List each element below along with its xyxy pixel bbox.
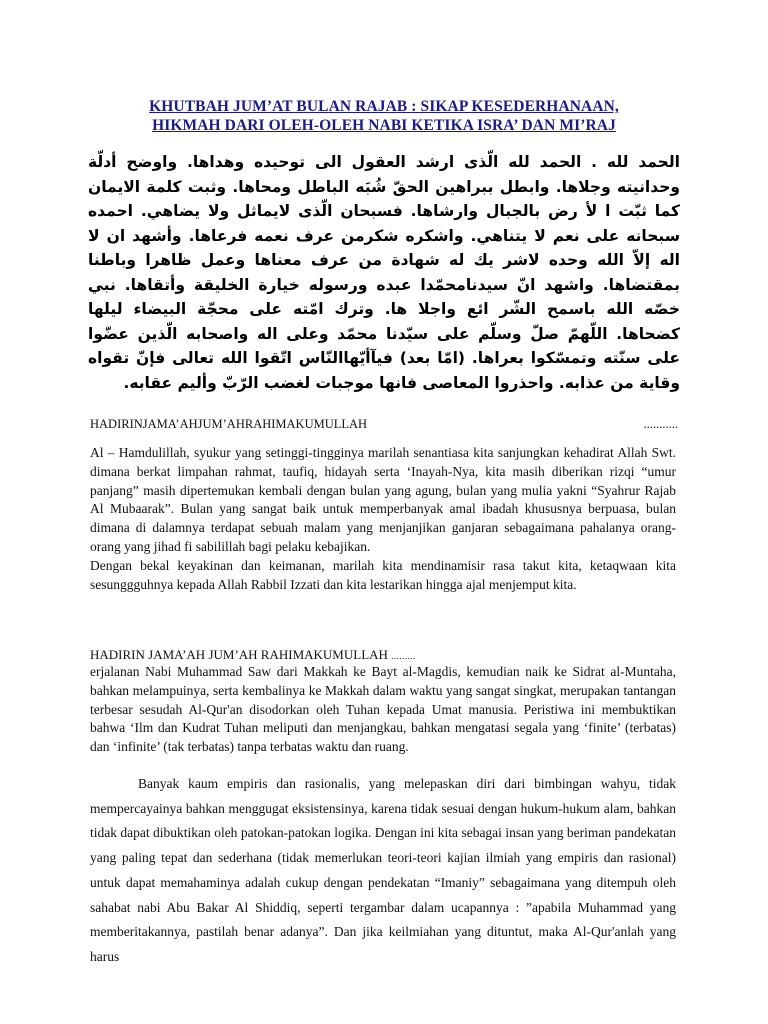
paragraph-hamdalah-line-2: Dengan bekal keyakinan dan keimanan, marilah kita mendinamisir rasa takut kita, ketaqwaan kita sesunggguhnya kepada Allah Rabbil Izzati dan kita lestarikan hingga ajal menjemput kita. bbox=[90, 557, 676, 592]
section-heading-2-text: HADIRIN JAMA’AH JUM’AH RAHIMAKUMULLAH bbox=[90, 647, 388, 662]
section-heading-1-text: HADIRINJAMA’AHJUM’AHRAHIMAKUMULLAH bbox=[90, 417, 368, 431]
paragraph-empiris bbox=[90, 772, 676, 970]
section-heading-2-dots: ......... bbox=[391, 651, 416, 661]
section-heading-1-dots: ........... bbox=[643, 417, 678, 431]
arabic-opening-prayer: الحمد لله . الحمد لله الّذى ارشد العقول الى توحيده وهداها. واوضح أدلّة وحدانيته وجلاها. وابطل ببراهين الحقّ شُبَه الباطل ومحاها. وثبت كلمة الايمان كما ثبّت ا لأ رض بالجبال وارشاها. فسبحان الّذى لايماثل ولا يضاهي. احمده سبحانه على نعم لا يتناهي. واشكره شكرمن عرف نعمه فرعاها. وأشهد ان لا اله إلاّ الله وحده لاشر يك له شهادة من عرف معناها وعمل ظاهرا وباطنا بمقتضاها. واشهد انّ سيدنامحمّدا عبده ورسوله خيارة الخليقة وأتقاها. نبي خصّه الله باسمح الشّر ائع واجلا ها. وترك امّته على محجّة البيضاء ليلها كضحاها. اللّهمّ صلّ وسلّم على سيّدنا محمّد وعلى اله واصحابه الّذين عضّوا على سنّته وتمسّكوا بعراها. (امّا بعد) فيآأيّهاالنّاس اتّقوا الله تعالى فإنّ تقواه وقاية من عذابه. واحذروا المعاصى فانها موجبات لغضب الرّبّ وأليم عقابه. bbox=[88, 153, 680, 392]
paragraph-hamdalah bbox=[90, 444, 676, 594]
document-title bbox=[90, 97, 678, 135]
section-heading-2 bbox=[90, 647, 678, 664]
title-line-2: HIKMAH DARI OLEH-OLEH NABI KETIKA ISRA’ DAN MI’RAJ bbox=[152, 117, 616, 134]
paragraph-isra-miraj bbox=[90, 663, 676, 757]
paragraph-hamdalah-line-1: Al – Hamdulillah, syukur yang setinggi-tingginya marilah senantiasa kita sanjungkan kehadirat Allah Swt. dimana berkat limpahan rahmat, taufiq, hidayah serta ‘Inayah-Nya, kita masih diberikan rizqi “umur panjang” masih dipertemukan kembali dengan bulan yang agung, bulan yang mulia yakni “Syahrur Rajab Al Mubaarak”. Bulan yang sangat baik untuk memperbanyak amal ibadah khususnya berpuasa, bulan dimana di dalamnya terdapat sebuah malam yang menjanjikan ganjaran sebagaimana pahalanya orang-orang yang jihad fi sabilillah bagi pelaku kebajikan. bbox=[90, 445, 676, 554]
paragraph-empiris-text: Banyak kaum empiris dan rasionalis, yang melepaskan diri dari bimbingan wahyu, tidak mempercayainya bahkan menggugat eksistensinya, karena tidak sesuai dengan hukum-hukum alam, bahkan tidak dapat dibuktikan oleh patokan-patokan logika. Dengan ini kita sebagai insan yang beriman pandekatan yang paling tepat dan sederhana (tidak memerlukan teori-teori kajian ilmiah yang empiris dan rasional) untuk dapat memahaminya adalah cukup dengan pendekatan “Imaniy” sebagaimana yang ditempuh oleh sahabat nabi Abu Bakar Al Shiddiq, seperti tergambar dalam ucapannya : ”apabila Muhammad yang memberitakannya, pastilah benar adanya”. Dan jika keilmiahan yang dituntut, maka Al-Qur'anlah yang harus bbox=[90, 776, 676, 964]
title-line-1: KHUTBAH JUM’AT BULAN RAJAB : SIKAP KESEDERHANAAN, bbox=[149, 98, 619, 115]
paragraph-isra-miraj-text: erjalanan Nabi Muhammad Saw dari Makkah ke Bayt al-Magdis, kemudian naik ke Sidrat al-Muntaha, bahkan melampuinya, serta kembalinya ke Makkah dalam waktu yang sangat singkat, merupakan tantangan terbesar sesudah Al-Qur'an disodorkan oleh Tuhan kepada Umat manusia. Peristiwa ini membuktikan bahwa ‘Ilm dan Kudrat Tuhan meliputi dan menjangkau, bahkan mengatasi segala yang ‘finite’ (terbatas) dan ‘infinite’ (tak terbatas) tanpa terbatas waktu dan ruang. bbox=[90, 664, 676, 755]
section-heading-1 bbox=[90, 416, 678, 432]
